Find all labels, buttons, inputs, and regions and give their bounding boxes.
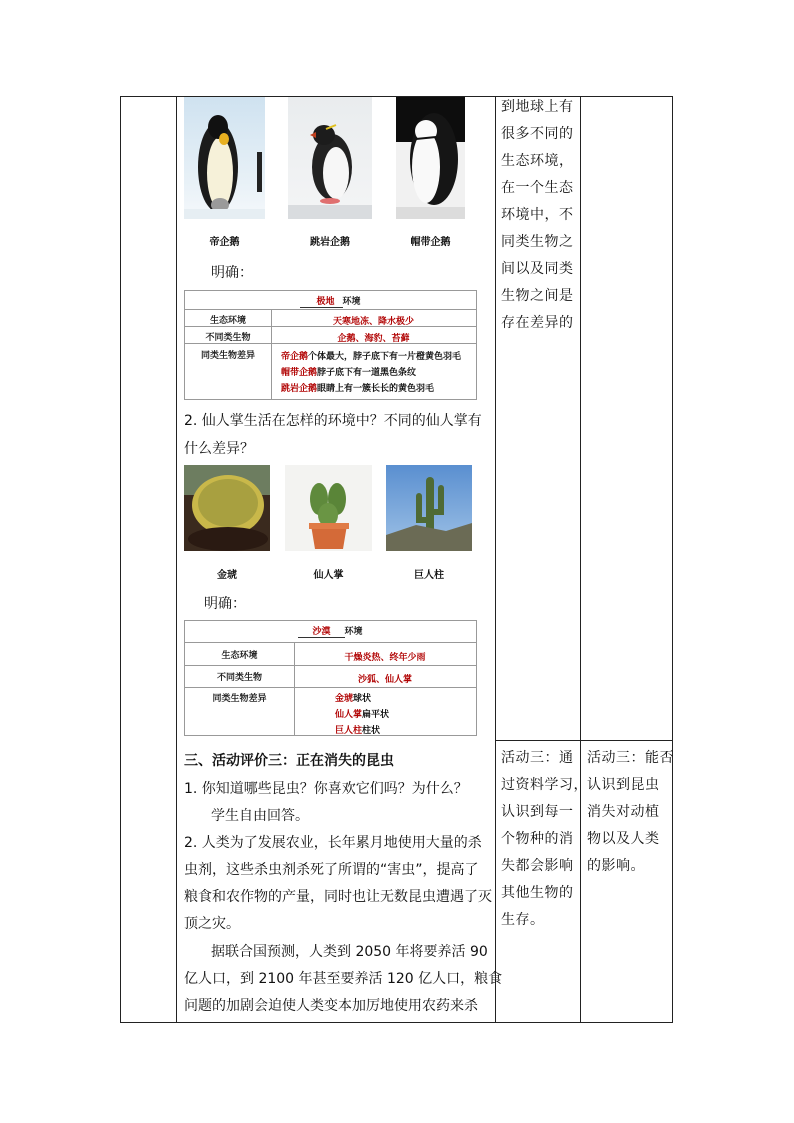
difference-item: 巨人柱柱状	[335, 726, 381, 736]
paragraph-line: 顶之灾。	[184, 916, 240, 932]
paragraph-line: 据联合国预测，人类到 2050 年将要养活 90	[211, 944, 488, 960]
row-divider	[495, 740, 673, 741]
emperor-penguin-icon	[184, 97, 265, 219]
table-title: 沙漠 环境	[185, 624, 476, 638]
rockhopper-penguin-icon	[288, 97, 372, 219]
desert-environment-table	[184, 620, 477, 736]
question-text: 什么差异？	[184, 441, 254, 457]
section-heading: 三、活动评价三：正在消失的昆虫	[184, 753, 394, 769]
rockhopper-penguin-photo	[288, 97, 372, 219]
difference-item: 跳岩企鹅眼睛上有一簇长长的黄色羽毛	[281, 384, 435, 394]
photo-caption: 帝企鹅	[209, 237, 240, 248]
clarify-label: 明确：	[211, 265, 253, 281]
chinstrap-penguin-icon	[396, 97, 465, 219]
clarify-label: 明确：	[204, 596, 246, 612]
emperor-penguin-photo	[184, 97, 265, 219]
row-value: 干燥炎热、终年少雨	[344, 653, 426, 663]
paragraph-line: 虫剂，这些杀虫剂杀死了所谓的“害虫”，提高了	[184, 862, 479, 878]
column-divider	[176, 96, 177, 1023]
design-intent-upper: 到地球上有 很多不同的 生态环境， 在一个生态 环境中，不 同类生物之 间以及同类 生物之间是 存在差异的	[501, 99, 574, 331]
barrel-cactus-icon	[184, 465, 270, 551]
difference-item: 金琥球状	[335, 694, 372, 704]
question-text: 2. 仙人掌生活在怎样的环境中？不同的仙人掌有	[184, 413, 482, 429]
table-title: 极地 环境	[185, 294, 476, 308]
golden-barrel-cactus-photo	[184, 465, 270, 551]
photo-caption: 跳岩企鹅	[310, 237, 350, 248]
photo-caption: 帽带企鹅	[410, 237, 451, 248]
row-value: 天寒地冻、降水极少	[332, 317, 414, 327]
paragraph-line: 学生自由回答。	[211, 808, 309, 824]
chinstrap-penguin-photo	[396, 97, 465, 219]
paragraph-line: 粮食和农作物的产量，同时也让无数昆虫遭遇了灭	[184, 889, 492, 905]
difference-item: 仙人掌扁平状	[335, 710, 390, 720]
prickly-pear-cactus-photo	[285, 465, 372, 551]
paragraph-line: 问题的加剧会迫使人类变本加厉地使用农药来杀	[184, 998, 478, 1014]
row-label: 不同类生物	[216, 673, 262, 683]
row-label: 同类生物差异	[200, 351, 255, 361]
row-label: 同类生物差异	[212, 694, 267, 704]
photo-caption: 金琥	[217, 570, 237, 581]
row-value: 企鹅、海豹、苔藓	[337, 334, 410, 344]
paragraph-line: 2. 人类为了发展农业，长年累月地使用大量的杀	[184, 835, 482, 851]
saguaro-icon	[386, 465, 472, 551]
saguaro-cactus-photo	[386, 465, 472, 551]
photo-caption: 巨人柱	[414, 570, 444, 581]
column-divider	[495, 96, 496, 1023]
prickly-pear-icon	[285, 465, 372, 551]
row-label: 生态环境	[209, 316, 246, 326]
paragraph-line: 亿人口，到 2100 年甚至要养活 120 亿人口，粮食	[184, 971, 503, 987]
difference-item: 帽带企鹅脖子底下有一道黑色条纹	[281, 368, 417, 378]
evaluation-criteria: 活动三：能否 认识到昆虫 消失对动植 物以及人类 的影响。	[587, 750, 674, 874]
difference-list	[335, 691, 389, 739]
design-intent-lower: 活动三：通 过资料学习， 认识到每一 个物种的消 失都会影响 其他生物的 生存。	[501, 750, 588, 928]
polar-environment-table	[184, 290, 477, 400]
row-label: 生态环境	[221, 651, 258, 661]
difference-list	[281, 349, 461, 397]
row-label: 不同类生物	[205, 333, 251, 343]
paragraph-line: 1. 你知道哪些昆虫？你喜欢它们吗？为什么？	[184, 781, 468, 797]
photo-caption: 仙人掌	[313, 570, 344, 581]
row-value: 沙狐、仙人掌	[357, 675, 412, 685]
difference-item: 帝企鹅个体最大，脖子底下有一片橙黄色羽毛	[281, 352, 462, 362]
